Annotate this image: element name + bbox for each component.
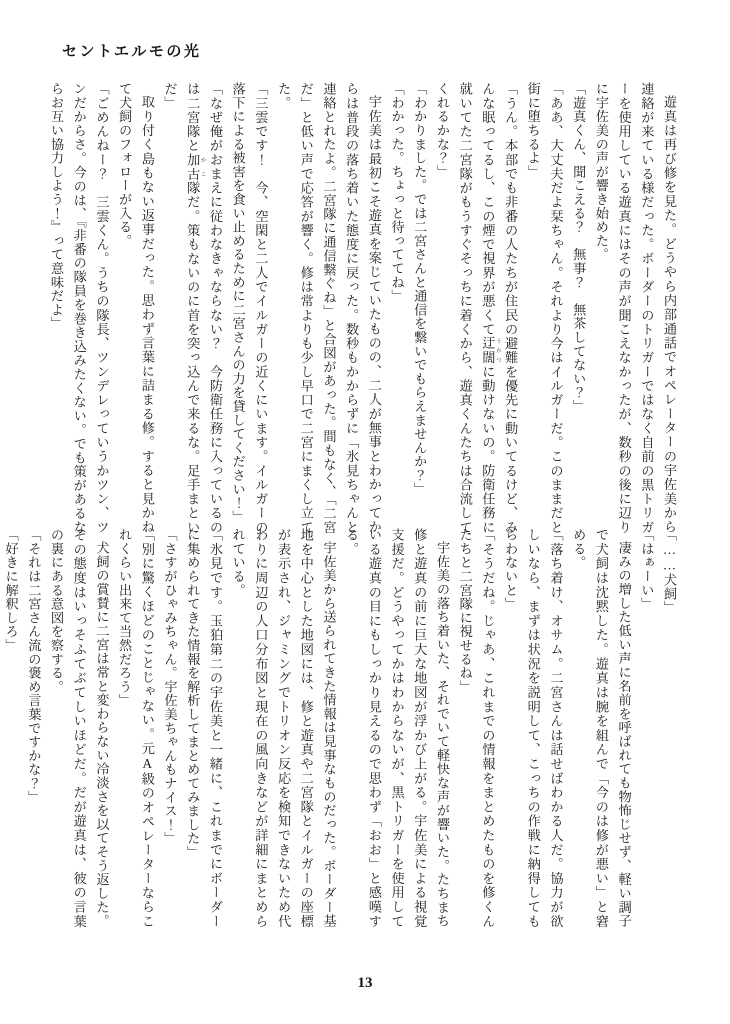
narration-paragraph: 宇佐美は最初こそ遊真を案じていたものの、二人が無事とわかってからは普段の落ち着いた態度に戻った。数秒もかからずに「氷見ちゃんと連絡とれたよ。二宮隊に通信繋ぐね」と合図があった。間もなく、「二宮だ」と低い声で応答が響く。修は常よりも少し早口で二宮にまくし立てた。 xyxy=(276,82,382,534)
dialogue-paragraph: 「別に驚くほどのことじゃない。元A級のオペレーターならこれくらい出来て当然だろう」 xyxy=(117,528,155,928)
dialogue-paragraph: 「落ち着け、オサム。二宮さんは話せばわかる人だ。協力が欲しいなら、まずは状況を説明して、こっちの作戦に納得してもらわないと」 xyxy=(503,528,564,928)
dialogue-paragraph: 「好きに解釈しろ」 xyxy=(3,528,19,653)
page-number: 13 xyxy=(357,975,373,991)
body-text-block-upper xyxy=(49,82,680,535)
dialogue-paragraph: 「なぜ俺がおまえに従わなきゃならない？ 今防衛任務に入っているのは二宮隊と加古 かこ隊だ。策もないのに首を突っ込んで来るな。足手まといだ」 xyxy=(162,82,223,535)
narration-paragraph: 取り付く島もない返事だった。思わず言葉に詰まる修。すると見かねて犬飼のフォローが入る。 xyxy=(117,82,155,534)
dialogue-paragraph: 「さすがひゃみちゃん。宇佐美ちゃんもナイス！」 xyxy=(162,528,178,846)
narration-paragraph: 宇佐美から送られてきた情報は見事なものだった。ボーダー基地を中心とした地図には、修と遊真や二宮隊とイルガーの座標が表示され、ジャミングでトリオン反応を検知できないため代わりに周辺の人口分布図と現在の風向きなどが詳細にまとめられている。 xyxy=(230,528,337,928)
dialogue-paragraph: 「それは二宮さん流の褒め言葉ですかな？」 xyxy=(26,528,42,804)
dialogue-paragraph: 「ああ、大丈夫だよ栞ちゃん。それより今はイルガーだ。このままだと街に堕ちるよ」 xyxy=(525,82,564,534)
body-text-block-lower xyxy=(3,528,680,928)
narration-paragraph: 凄みの増した低い声に名前を呼ばれても物怖じせず、軽い調子で犬飼は沈黙した。遊真は腕を組んで「今のは修が悪い」と窘める。 xyxy=(571,528,632,928)
dialogue-paragraph: 「……犬飼」 xyxy=(662,528,677,615)
dialogue-paragraph: 「三雲です！ 今、空閑と二人でイルガーの近くにいます。イルガーの落下による被害を食い止めるために二宮さんの力を貸してください！」 xyxy=(230,82,269,534)
dialogue-paragraph: 「はぁーい」 xyxy=(639,528,655,611)
narration-paragraph: 宇佐美の落ち着いた、それでいて軽快な声が響いた。たちまち修と遊真の前に巨大な地図が浮かび上がる。宇佐美による視覚支援だ。どうやってかはわからないが、黒トリガーを使用している遊真の目にもしっかり見えるので思わず「おお」と感嘆する。 xyxy=(344,528,450,928)
narration-paragraph: 犬飼の賞賛に二宮は常と変わらない冷淡さを以てそう返した。その態度はいっそふてぶてしいほどだ。だが遊真は、彼の言葉の裏にある意図を察する。 xyxy=(49,528,110,928)
running-header-title: セントエルモの光 xyxy=(62,44,202,60)
dialogue-paragraph: 「氷見です。玉狛第二の宇佐美と一緒に、これまでにボーダーに集められてきた情報を解析してまとめてみました」 xyxy=(185,528,223,928)
dialogue-paragraph: 「ごめんねー？ 三雲くん。うちの隊長、ツンデレっていうかツン、ツンだからさ。今のは、『非番の隊員を巻き込みたくない。でも策があるならお互い協力しよう！』って意味だよ」 xyxy=(49,82,110,534)
dialogue-paragraph: 「そうだね。じゃあ、これまでの情報をまとめたものを修くんたちと二宮隊に視せるね」 xyxy=(457,528,496,928)
dialogue-paragraph: 「わかった。ちょっと待っててね」 xyxy=(389,82,405,303)
dialogue-paragraph: 「うん。本部でも非番の人たちが住民の避難を優先に動いてるけど、みんな眠ってるし、この煙で視界が悪くて迂闊 うかつに動けないの。防衛任務に就いてた二宮隊がもうすぐそっちに着くから、遊真くんたちは合流してくれるかな？」 xyxy=(434,82,519,535)
dialogue-paragraph: 「遊真くん、聞こえる？ 無事？ 無茶してない？」 xyxy=(571,82,587,414)
narration-paragraph: 遊真は再び修を見た。どうやら内部通話でオペレーターの宇佐美から連絡が来ている様だった。ボーダーのトリガーではなく自前の黒トリガーを使用している遊真にはその声が聞こえなかったが、数秒の後に辺りに宇佐美の声が響き始めた。 xyxy=(593,82,677,534)
dialogue-paragraph: 「わかりました。では二宮さんと通信を繋いでもらえませんか？」 xyxy=(412,82,428,496)
